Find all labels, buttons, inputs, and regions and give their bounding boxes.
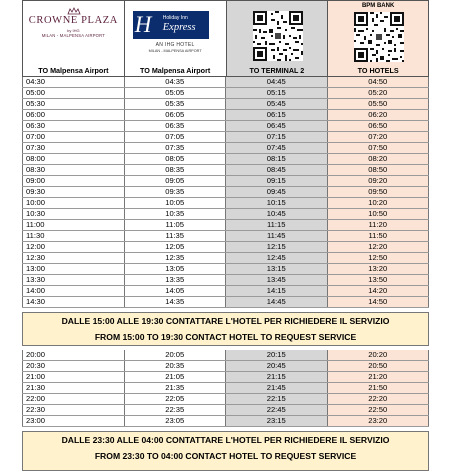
- table-row: [23, 361, 429, 372]
- time-to-terminal-2: 22:15: [226, 394, 328, 405]
- time-to-hotels: 12:50: [327, 253, 429, 264]
- time-to-malpensa-holiday: 23:05: [124, 416, 226, 427]
- time-to-malpensa-crowne: 20:00: [23, 350, 125, 361]
- qr-code-icon[interactable]: [253, 11, 303, 61]
- crowne-plaza-logo-location: MILAN - MALPENSA AIRPORT: [41, 33, 106, 38]
- notice-afternoon-italian: DALLE 15:00 ALLE 19:30 CONTATTARE L'HOTEL PER RICHIEDERE IL SERVIZIO: [61, 316, 390, 327]
- notice-afternoon-english: FROM 15:00 TO 19:30 CONTACT HOTEL TO REQUEST SERVICE: [94, 331, 357, 342]
- time-to-malpensa-holiday: 08:35: [124, 165, 226, 176]
- time-to-hotels: 08:20: [327, 154, 429, 165]
- time-to-malpensa-holiday: 09:35: [124, 187, 226, 198]
- col-label-to-hotels: TO HOTELS: [357, 66, 399, 75]
- holiday-inn-h-icon: H: [134, 12, 152, 37]
- time-to-terminal-2: 22:45: [226, 405, 328, 416]
- time-to-hotels: 07:20: [327, 132, 429, 143]
- time-to-terminal-2: 06:45: [226, 121, 328, 132]
- table-row: [23, 132, 429, 143]
- table-row: [23, 297, 429, 308]
- time-to-malpensa-holiday: 22:35: [124, 405, 226, 416]
- time-to-malpensa-holiday: 11:35: [124, 231, 226, 242]
- table-row: [23, 77, 429, 88]
- time-to-terminal-2: 09:15: [226, 176, 328, 187]
- time-to-hotels: 09:50: [327, 187, 429, 198]
- table-row: [23, 242, 429, 253]
- time-to-malpensa-holiday: 21:05: [124, 372, 226, 383]
- time-to-malpensa-crowne: 12:00: [23, 242, 125, 253]
- time-to-malpensa-crowne: 21:00: [23, 372, 125, 383]
- time-to-hotels: 21:20: [327, 372, 429, 383]
- time-to-malpensa-holiday: 11:05: [124, 220, 226, 231]
- time-to-malpensa-holiday: 12:05: [124, 242, 226, 253]
- time-to-malpensa-crowne: 06:00: [23, 110, 125, 121]
- time-to-terminal-2: 08:15: [226, 154, 328, 165]
- time-to-terminal-2: 10:45: [226, 209, 328, 220]
- morning-schedule-table: [22, 77, 429, 308]
- notice-afternoon-on-request: [22, 312, 429, 346]
- time-to-malpensa-holiday: 22:05: [124, 394, 226, 405]
- header-row: [22, 0, 429, 77]
- time-to-hotels: 11:50: [327, 231, 429, 242]
- holiday-inn-logo: [133, 11, 209, 39]
- table-row: [23, 165, 429, 176]
- time-to-malpensa-holiday: 10:05: [124, 198, 226, 209]
- time-to-hotels: 14:20: [327, 286, 429, 297]
- time-to-terminal-2: 05:45: [226, 99, 328, 110]
- time-to-hotels: 06:20: [327, 110, 429, 121]
- col-label-to-malpensa-2: TO Malpensa Airport: [139, 66, 211, 75]
- time-to-terminal-2: 11:45: [226, 231, 328, 242]
- time-to-malpensa-crowne: 13:00: [23, 264, 125, 275]
- header-hotels: [327, 0, 429, 77]
- notice-night-english: FROM 23:30 TO 04:00 CONTACT HOTEL TO REQUEST SERVICE: [94, 450, 357, 461]
- table-row: [23, 121, 429, 132]
- table-row: [23, 394, 429, 405]
- time-to-malpensa-crowne: 10:00: [23, 198, 125, 209]
- time-to-malpensa-holiday: 21:35: [124, 383, 226, 394]
- table-row: [23, 253, 429, 264]
- time-to-malpensa-crowne: 04:30: [23, 77, 125, 88]
- time-to-malpensa-holiday: 05:35: [124, 99, 226, 110]
- time-to-malpensa-holiday: 05:05: [124, 88, 226, 99]
- time-to-terminal-2: 14:15: [226, 286, 328, 297]
- time-to-malpensa-holiday: 13:05: [124, 264, 226, 275]
- time-to-malpensa-holiday: 06:05: [124, 110, 226, 121]
- time-to-malpensa-crowne: 05:30: [23, 99, 125, 110]
- time-to-malpensa-crowne: 08:30: [23, 165, 125, 176]
- time-to-malpensa-crowne: 09:00: [23, 176, 125, 187]
- holiday-inn-logo-sub: AN IHG HOTEL: [155, 42, 195, 48]
- crowne-plaza-logo-sub: by IHG: [67, 28, 80, 33]
- time-to-hotels: 22:50: [327, 405, 429, 416]
- time-to-terminal-2: 11:15: [226, 220, 328, 231]
- crowne-plaza-logo-name: CROWNE PLAZA: [28, 15, 118, 26]
- table-row: [23, 176, 429, 187]
- holiday-inn-brand-small: Holiday Inn: [162, 15, 188, 21]
- time-to-hotels: 13:20: [327, 264, 429, 275]
- time-to-terminal-2: 08:45: [226, 165, 328, 176]
- time-to-malpensa-holiday: 12:35: [124, 253, 226, 264]
- time-to-malpensa-holiday: 14:05: [124, 286, 226, 297]
- time-to-malpensa-crowne: 11:00: [23, 220, 125, 231]
- time-to-terminal-2: 12:15: [226, 242, 328, 253]
- time-to-hotels: 22:20: [327, 394, 429, 405]
- time-to-terminal-2: 05:15: [226, 88, 328, 99]
- time-to-malpensa-holiday: 13:35: [124, 275, 226, 286]
- time-to-terminal-2: 12:45: [226, 253, 328, 264]
- bpm-bank-label: BPM BANK: [361, 3, 395, 9]
- time-to-malpensa-crowne: 13:30: [23, 275, 125, 286]
- time-to-malpensa-crowne: 23:00: [23, 416, 125, 427]
- notice-night-italian: DALLE 23:30 ALLE 04:00 CONTATTARE L'HOTEL PER RICHIEDERE IL SERVIZIO: [61, 435, 390, 446]
- time-to-malpensa-crowne: 21:30: [23, 383, 125, 394]
- time-to-hotels: 11:20: [327, 220, 429, 231]
- time-to-terminal-2: 20:15: [226, 350, 328, 361]
- header-crowne-plaza: [22, 0, 124, 77]
- table-row: [23, 187, 429, 198]
- table-row: [23, 209, 429, 220]
- time-to-malpensa-crowne: 11:30: [23, 231, 125, 242]
- time-to-malpensa-holiday: 06:35: [124, 121, 226, 132]
- time-to-malpensa-crowne: 07:30: [23, 143, 125, 154]
- time-to-hotels: 20:50: [327, 361, 429, 372]
- notice-night-on-request: [22, 431, 429, 471]
- time-to-malpensa-holiday: 20:35: [124, 361, 226, 372]
- table-row: [23, 405, 429, 416]
- col-label-to-malpensa-1: TO Malpensa Airport: [38, 66, 109, 75]
- time-to-malpensa-crowne: 08:00: [23, 154, 125, 165]
- time-to-malpensa-crowne: 05:00: [23, 88, 125, 99]
- table-row: [23, 143, 429, 154]
- time-to-terminal-2: 21:15: [226, 372, 328, 383]
- time-to-hotels: 14:50: [327, 297, 429, 308]
- time-to-malpensa-holiday: 20:05: [124, 350, 226, 361]
- time-to-terminal-2: 21:45: [226, 383, 328, 394]
- qr-code-icon[interactable]: [354, 12, 404, 62]
- shuttle-timetable: [22, 0, 429, 461]
- time-to-hotels: 07:50: [327, 143, 429, 154]
- time-to-terminal-2: 04:45: [226, 77, 328, 88]
- time-to-hotels: 12:20: [327, 242, 429, 253]
- time-to-terminal-2: 13:45: [226, 275, 328, 286]
- table-row: [23, 350, 429, 361]
- header-terminal-2: [226, 0, 328, 77]
- table-row: [23, 110, 429, 121]
- table-row: [23, 383, 429, 394]
- time-to-hotels: 20:20: [327, 350, 429, 361]
- time-to-hotels: 04:50: [327, 77, 429, 88]
- time-to-malpensa-holiday: 08:05: [124, 154, 226, 165]
- time-to-hotels: 05:50: [327, 99, 429, 110]
- time-to-malpensa-holiday: 09:05: [124, 176, 226, 187]
- time-to-hotels: 10:20: [327, 198, 429, 209]
- time-to-malpensa-holiday: 14:35: [124, 297, 226, 308]
- time-to-malpensa-crowne: 12:30: [23, 253, 125, 264]
- header-holiday-inn: [124, 0, 226, 77]
- table-row: [23, 264, 429, 275]
- time-to-hotels: 21:50: [327, 383, 429, 394]
- time-to-malpensa-crowne: 09:30: [23, 187, 125, 198]
- time-to-terminal-2: 07:15: [226, 132, 328, 143]
- time-to-hotels: 08:50: [327, 165, 429, 176]
- time-to-hotels: 23:20: [327, 416, 429, 427]
- time-to-malpensa-crowne: 14:30: [23, 297, 125, 308]
- time-to-malpensa-crowne: 14:00: [23, 286, 125, 297]
- holiday-inn-brand-big: Express: [162, 22, 196, 33]
- evening-schedule-table: [22, 350, 429, 427]
- time-to-terminal-2: 09:45: [226, 187, 328, 198]
- time-to-malpensa-crowne: 07:00: [23, 132, 125, 143]
- table-row: [23, 220, 429, 231]
- table-row: [23, 231, 429, 242]
- table-row: [23, 99, 429, 110]
- time-to-malpensa-holiday: 07:35: [124, 143, 226, 154]
- time-to-hotels: 09:20: [327, 176, 429, 187]
- time-to-terminal-2: 20:45: [226, 361, 328, 372]
- time-to-hotels: 06:50: [327, 121, 429, 132]
- time-to-malpensa-crowne: 06:30: [23, 121, 125, 132]
- time-to-malpensa-holiday: 07:05: [124, 132, 226, 143]
- table-row: [23, 88, 429, 99]
- holiday-inn-logo-location: MILAN - MALPENSA AIRPORT: [148, 49, 202, 53]
- time-to-hotels: 10:50: [327, 209, 429, 220]
- time-to-malpensa-crowne: 20:30: [23, 361, 125, 372]
- time-to-terminal-2: 23:15: [226, 416, 328, 427]
- time-to-terminal-2: 10:15: [226, 198, 328, 209]
- col-label-to-terminal-2: TO TERMINAL 2: [249, 66, 305, 75]
- time-to-hotels: 05:20: [327, 88, 429, 99]
- time-to-terminal-2: 13:15: [226, 264, 328, 275]
- table-row: [23, 275, 429, 286]
- time-to-malpensa-holiday: 10:35: [124, 209, 226, 220]
- table-row: [23, 416, 429, 427]
- time-to-malpensa-crowne: 10:30: [23, 209, 125, 220]
- time-to-terminal-2: 06:15: [226, 110, 328, 121]
- crowne-plaza-crown-icon: [67, 7, 81, 15]
- time-to-malpensa-crowne: 22:00: [23, 394, 125, 405]
- time-to-terminal-2: 07:45: [226, 143, 328, 154]
- time-to-malpensa-crowne: 22:30: [23, 405, 125, 416]
- table-row: [23, 154, 429, 165]
- time-to-hotels: 13:50: [327, 275, 429, 286]
- time-to-malpensa-holiday: 04:35: [124, 77, 226, 88]
- table-row: [23, 286, 429, 297]
- table-row: [23, 198, 429, 209]
- table-row: [23, 372, 429, 383]
- time-to-terminal-2: 14:45: [226, 297, 328, 308]
